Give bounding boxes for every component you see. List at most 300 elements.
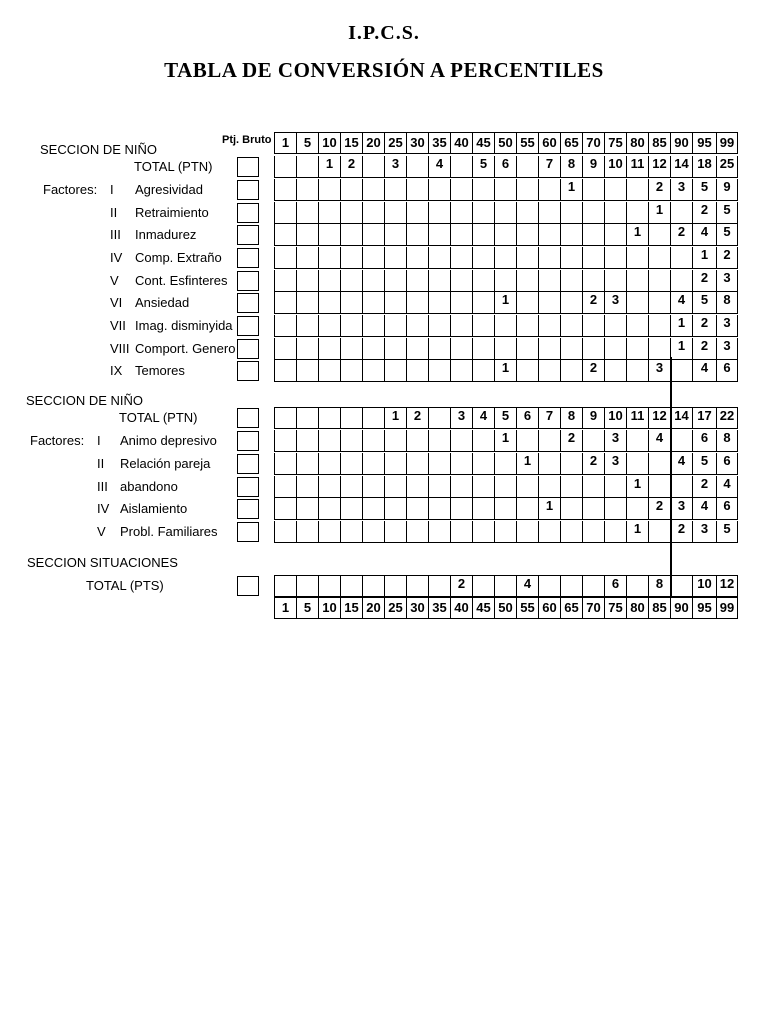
- table-cell: [560, 521, 582, 543]
- table-cell: [450, 156, 472, 178]
- table-cell: [648, 292, 670, 314]
- factor-row-label: Cont. Esfinteres: [135, 273, 228, 288]
- table-cell: [296, 270, 318, 292]
- table-cell: [604, 224, 626, 246]
- table-cell: [340, 179, 362, 201]
- table-cell: [582, 521, 604, 543]
- table-cell: 1: [538, 498, 560, 520]
- table-cell: [428, 224, 450, 246]
- table-cell: [318, 315, 340, 337]
- table-cell: 3: [716, 270, 738, 292]
- percentile-header-cell: 80: [626, 132, 648, 154]
- table-cell: [560, 247, 582, 269]
- table-cell: [582, 179, 604, 201]
- table-cell: [406, 498, 428, 520]
- percentile-footer-cell: 85: [648, 597, 670, 619]
- table-cell: [582, 224, 604, 246]
- factor-row-label: Inmadurez: [135, 227, 197, 242]
- table-cell: [670, 430, 692, 452]
- raw-score-input[interactable]: [237, 293, 259, 313]
- table-cell: [604, 338, 626, 360]
- table-cell: [626, 179, 648, 201]
- table-cell: [560, 315, 582, 337]
- table-cell: [296, 156, 318, 178]
- table-cell: [340, 476, 362, 498]
- table-cell: [538, 360, 560, 382]
- table-cell: [648, 521, 670, 543]
- raw-score-input[interactable]: [237, 225, 259, 245]
- table-cell: 1: [494, 430, 516, 452]
- table-cell: 4: [516, 575, 538, 597]
- table-cell: [560, 476, 582, 498]
- percentile-header-cell: 40: [450, 132, 472, 154]
- table-cell: [384, 315, 406, 337]
- raw-score-input[interactable]: [237, 431, 259, 451]
- table-cell: 2: [406, 407, 428, 429]
- table-cell: [450, 430, 472, 452]
- table-cell: [560, 498, 582, 520]
- table-cell: 22: [716, 407, 738, 429]
- table-cell: [450, 476, 472, 498]
- table-cell: [538, 476, 560, 498]
- table-cell: [450, 315, 472, 337]
- table-cell: [340, 407, 362, 429]
- factor-row-label: Temores: [135, 363, 185, 378]
- table-cell: [450, 292, 472, 314]
- table-cell: [406, 453, 428, 475]
- section-heading: SECCION DE NIÑO: [40, 142, 158, 157]
- table-cell: [406, 156, 428, 178]
- table-cell: 2: [716, 247, 738, 269]
- factor-roman-numeral: IV: [97, 501, 110, 516]
- table-cell: [296, 498, 318, 520]
- percentile-header-cell: 55: [516, 132, 538, 154]
- table-cell: [604, 247, 626, 269]
- table-cell: 5: [472, 156, 494, 178]
- table-cell: 2: [582, 292, 604, 314]
- percentile-footer-cell: 65: [560, 597, 582, 619]
- table-cell: 1: [670, 338, 692, 360]
- raw-score-input[interactable]: [237, 271, 259, 291]
- table-cell: 14: [670, 407, 692, 429]
- table-cell: [362, 292, 384, 314]
- percentile-header-cell: 70: [582, 132, 604, 154]
- raw-score-input[interactable]: [237, 316, 259, 336]
- table-cell: [582, 476, 604, 498]
- table-cell: [516, 315, 538, 337]
- table-cell: [362, 179, 384, 201]
- percentile-footer-cell: 80: [626, 597, 648, 619]
- ptj-bruto-label: Ptj. Bruto: [222, 134, 272, 146]
- table-cell: [428, 575, 450, 597]
- table-cell: [406, 179, 428, 201]
- table-cell: 2: [692, 476, 716, 498]
- table-cell: [340, 498, 362, 520]
- table-cell: [340, 247, 362, 269]
- factor-roman-numeral: IV: [110, 250, 123, 265]
- factor-roman-numeral: VI: [110, 295, 123, 310]
- table-cell: [340, 575, 362, 597]
- table-cell: [274, 292, 296, 314]
- table-cell: [472, 202, 494, 224]
- table-cell: [318, 476, 340, 498]
- table-cell: 2: [560, 430, 582, 452]
- table-cell: [538, 179, 560, 201]
- table-cell: 8: [560, 156, 582, 178]
- percentile-header-cell: 65: [560, 132, 582, 154]
- table-cell: [516, 156, 538, 178]
- table-cell: [472, 338, 494, 360]
- table-cell: [318, 430, 340, 452]
- table-cell: [560, 270, 582, 292]
- table-cell: [340, 338, 362, 360]
- table-cell: [494, 453, 516, 475]
- table-cell: 5: [716, 202, 738, 224]
- table-cell: [362, 360, 384, 382]
- raw-score-input[interactable]: [237, 180, 259, 200]
- table-cell: [406, 224, 428, 246]
- table-cell: [538, 247, 560, 269]
- factor-roman-numeral: V: [110, 273, 119, 288]
- table-cell: [384, 476, 406, 498]
- percentile-footer-cell: 45: [472, 597, 494, 619]
- table-cell: 6: [716, 360, 738, 382]
- factor-roman-numeral: IX: [110, 363, 123, 378]
- table-cell: [296, 407, 318, 429]
- table-cell: 4: [716, 476, 738, 498]
- table-cell: 12: [648, 156, 670, 178]
- factor-roman-numeral: II: [97, 456, 105, 471]
- table-cell: [318, 247, 340, 269]
- table-cell: [274, 360, 296, 382]
- raw-score-input[interactable]: [237, 339, 259, 359]
- table-cell: [340, 453, 362, 475]
- table-cell: 7: [538, 407, 560, 429]
- table-cell: [648, 338, 670, 360]
- percentile-header-cell: 45: [472, 132, 494, 154]
- table-cell: [648, 224, 670, 246]
- raw-score-input[interactable]: [237, 157, 259, 177]
- factor-row-label: Comp. Extraño: [135, 250, 222, 265]
- table-cell: [560, 575, 582, 597]
- table-cell: 8: [560, 407, 582, 429]
- table-cell: [516, 224, 538, 246]
- table-cell: 1: [692, 247, 716, 269]
- table-cell: [494, 270, 516, 292]
- table-cell: [560, 202, 582, 224]
- table-cell: [274, 315, 296, 337]
- percentile-footer-cell: 20: [362, 597, 384, 619]
- raw-score-input[interactable]: [237, 522, 259, 542]
- table-cell: [274, 575, 296, 597]
- table-cell: 1: [318, 156, 340, 178]
- table-cell: [472, 476, 494, 498]
- table-cell: [428, 498, 450, 520]
- table-cell: [384, 360, 406, 382]
- table-cell: [362, 476, 384, 498]
- table-cell: [362, 224, 384, 246]
- table-cell: [340, 270, 362, 292]
- table-cell: [560, 338, 582, 360]
- table-cell: 6: [516, 407, 538, 429]
- percentile-footer-cell: 90: [670, 597, 692, 619]
- table-cell: [670, 202, 692, 224]
- table-cell: [582, 202, 604, 224]
- table-cell: 8: [716, 292, 738, 314]
- table-cell: 18: [692, 156, 716, 178]
- percentile-header-cell: 75: [604, 132, 626, 154]
- percentile-header-cell: 60: [538, 132, 560, 154]
- total-row-label: TOTAL (PTN): [134, 159, 213, 174]
- table-cell: [274, 247, 296, 269]
- table-cell: [450, 179, 472, 201]
- table-cell: 2: [582, 360, 604, 382]
- table-cell: 2: [648, 498, 670, 520]
- table-cell: 7: [538, 156, 560, 178]
- table-cell: [428, 521, 450, 543]
- raw-score-input[interactable]: [237, 477, 259, 497]
- table-cell: [296, 521, 318, 543]
- table-cell: [318, 224, 340, 246]
- raw-score-input[interactable]: [237, 248, 259, 268]
- factor-roman-numeral: VII: [110, 318, 126, 333]
- table-cell: [538, 430, 560, 452]
- table-cell: [406, 247, 428, 269]
- table-cell: [472, 315, 494, 337]
- table-cell: [582, 315, 604, 337]
- table-cell: [494, 315, 516, 337]
- table-cell: 3: [604, 292, 626, 314]
- table-cell: 14: [670, 156, 692, 178]
- table-cell: [406, 315, 428, 337]
- table-cell: 2: [670, 521, 692, 543]
- table-cell: 6: [716, 498, 738, 520]
- table-cell: [450, 247, 472, 269]
- table-cell: 1: [626, 476, 648, 498]
- table-cell: [538, 202, 560, 224]
- table-cell: [406, 476, 428, 498]
- table-cell: [582, 575, 604, 597]
- table-cell: [274, 179, 296, 201]
- table-cell: 3: [716, 315, 738, 337]
- table-cell: [538, 338, 560, 360]
- table-cell: [516, 430, 538, 452]
- table-cell: 3: [450, 407, 472, 429]
- table-cell: [318, 292, 340, 314]
- table-cell: 10: [604, 156, 626, 178]
- table-cell: [428, 292, 450, 314]
- table-cell: [516, 247, 538, 269]
- table-cell: [450, 521, 472, 543]
- table-cell: 2: [648, 179, 670, 201]
- table-cell: [406, 575, 428, 597]
- table-cell: [340, 521, 362, 543]
- table-cell: [274, 202, 296, 224]
- table-cell: [274, 498, 296, 520]
- factor-row-label: Agresividad: [135, 182, 203, 197]
- table-cell: 1: [494, 292, 516, 314]
- table-cell: [516, 179, 538, 201]
- table-cell: [384, 179, 406, 201]
- table-cell: 9: [582, 156, 604, 178]
- raw-score-input[interactable]: [237, 499, 259, 519]
- table-cell: 3: [648, 360, 670, 382]
- percentile-footer-cell: 75: [604, 597, 626, 619]
- percentile-footer-cell: 40: [450, 597, 472, 619]
- table-cell: [516, 476, 538, 498]
- table-cell: [516, 270, 538, 292]
- table-cell: 3: [692, 521, 716, 543]
- table-cell: 25: [716, 156, 738, 178]
- table-cell: [296, 315, 318, 337]
- table-cell: [494, 224, 516, 246]
- table-cell: [582, 338, 604, 360]
- table-cell: [428, 247, 450, 269]
- table-cell: [318, 202, 340, 224]
- table-cell: 9: [582, 407, 604, 429]
- table-cell: 10: [604, 407, 626, 429]
- document-title: I.P.C.S.: [348, 22, 420, 44]
- table-cell: [362, 498, 384, 520]
- percentile-header-cell: 85: [648, 132, 670, 154]
- factores-label: Factores:: [43, 182, 98, 197]
- table-cell: 12: [648, 407, 670, 429]
- percentile-header-cell: 90: [670, 132, 692, 154]
- percentile-header-cell: 15: [340, 132, 362, 154]
- table-cell: [604, 202, 626, 224]
- table-cell: [582, 430, 604, 452]
- percentile-footer-cell: 95: [692, 597, 716, 619]
- table-cell: [274, 476, 296, 498]
- raw-score-input[interactable]: [237, 576, 259, 596]
- table-cell: [406, 430, 428, 452]
- table-cell: [406, 338, 428, 360]
- table-cell: 5: [716, 224, 738, 246]
- factor-row-label: Probl. Familiares: [120, 524, 218, 539]
- divider-line: [670, 357, 672, 597]
- document-subtitle: TABLA DE CONVERSIÓN A PERCENTILES: [164, 58, 604, 82]
- table-cell: 9: [716, 179, 738, 201]
- table-cell: 4: [692, 360, 716, 382]
- table-cell: [450, 498, 472, 520]
- table-cell: 4: [648, 430, 670, 452]
- table-cell: [472, 430, 494, 452]
- raw-score-input[interactable]: [237, 361, 259, 381]
- table-cell: [406, 202, 428, 224]
- factor-roman-numeral: III: [97, 479, 108, 494]
- table-cell: [428, 453, 450, 475]
- table-cell: 5: [692, 453, 716, 475]
- table-cell: [472, 270, 494, 292]
- table-cell: [560, 224, 582, 246]
- factor-roman-numeral: I: [97, 433, 101, 448]
- table-cell: [340, 315, 362, 337]
- factor-row-label: Aislamiento: [120, 501, 188, 516]
- table-cell: [340, 430, 362, 452]
- table-cell: 6: [692, 430, 716, 452]
- table-cell: [560, 292, 582, 314]
- table-cell: [626, 270, 648, 292]
- factor-row-label: Comport. Genero: [135, 341, 236, 356]
- table-cell: [318, 575, 340, 597]
- percentile-header-cell: 10: [318, 132, 340, 154]
- percentile-footer-cell: 60: [538, 597, 560, 619]
- factor-roman-numeral: I: [110, 182, 114, 197]
- table-cell: [472, 360, 494, 382]
- table-cell: [494, 247, 516, 269]
- table-cell: [494, 521, 516, 543]
- table-cell: [384, 202, 406, 224]
- percentile-footer-cell: 1: [274, 597, 296, 619]
- table-cell: 10: [692, 575, 716, 597]
- table-cell: [296, 202, 318, 224]
- table-cell: 3: [604, 453, 626, 475]
- table-cell: [450, 453, 472, 475]
- table-cell: [384, 521, 406, 543]
- percentile-footer-cell: 99: [716, 597, 738, 619]
- table-cell: [340, 292, 362, 314]
- percentile-header-cell: 35: [428, 132, 450, 154]
- table-cell: 6: [716, 453, 738, 475]
- table-cell: [472, 575, 494, 597]
- table-cell: [538, 315, 560, 337]
- table-cell: [604, 498, 626, 520]
- table-cell: [274, 156, 296, 178]
- table-cell: 5: [692, 292, 716, 314]
- table-cell: [648, 315, 670, 337]
- table-cell: [626, 202, 648, 224]
- table-cell: [472, 498, 494, 520]
- table-cell: [560, 453, 582, 475]
- table-cell: [538, 521, 560, 543]
- raw-score-input[interactable]: [237, 408, 259, 428]
- factor-roman-numeral: II: [110, 205, 118, 220]
- table-cell: [384, 292, 406, 314]
- table-cell: [582, 498, 604, 520]
- table-cell: [340, 202, 362, 224]
- percentile-footer-cell: 5: [296, 597, 318, 619]
- table-cell: [384, 430, 406, 452]
- raw-score-input[interactable]: [237, 454, 259, 474]
- table-cell: [318, 270, 340, 292]
- table-cell: 6: [494, 156, 516, 178]
- table-cell: [450, 202, 472, 224]
- percentile-footer-cell: 70: [582, 597, 604, 619]
- factor-roman-numeral: VIII: [110, 341, 130, 356]
- table-cell: [318, 521, 340, 543]
- percentile-footer-cell: 50: [494, 597, 516, 619]
- table-cell: [406, 270, 428, 292]
- table-cell: 1: [494, 360, 516, 382]
- table-cell: [450, 338, 472, 360]
- percentile-footer-cell: 30: [406, 597, 428, 619]
- table-cell: [626, 315, 648, 337]
- table-cell: 4: [692, 224, 716, 246]
- table-cell: [538, 292, 560, 314]
- table-cell: [516, 521, 538, 543]
- table-cell: [362, 521, 384, 543]
- table-cell: [296, 247, 318, 269]
- table-cell: [538, 224, 560, 246]
- percentile-header-cell: 5: [296, 132, 318, 154]
- table-cell: [384, 224, 406, 246]
- table-cell: [362, 270, 384, 292]
- percentile-header-cell: 99: [716, 132, 738, 154]
- table-cell: [274, 430, 296, 452]
- table-cell: [274, 521, 296, 543]
- raw-score-input[interactable]: [237, 203, 259, 223]
- percentile-header-cell: 1: [274, 132, 296, 154]
